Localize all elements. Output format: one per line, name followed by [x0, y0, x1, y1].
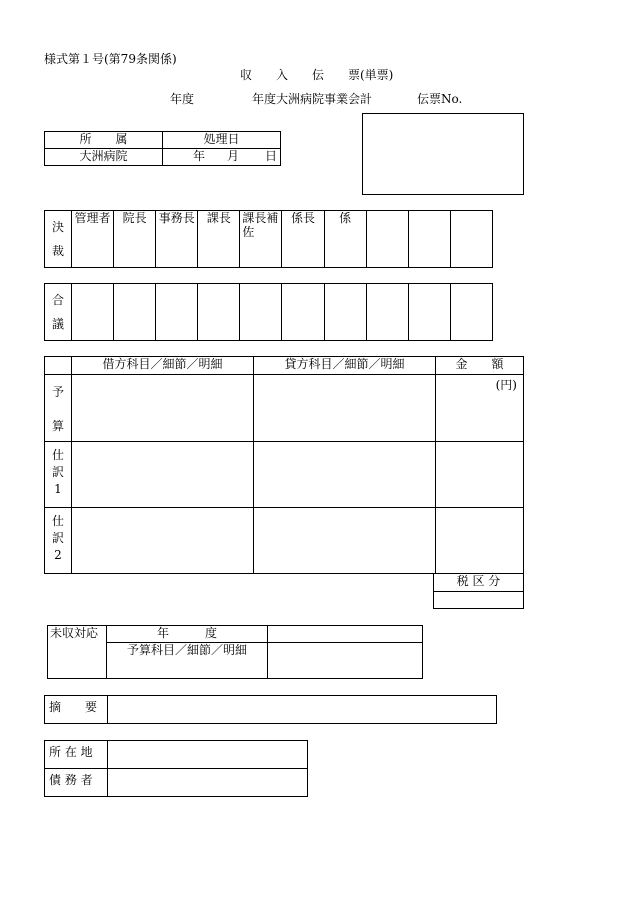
- consult-label-2: 議: [51, 317, 64, 331]
- consult-cell[interactable]: [156, 284, 198, 341]
- yen-label: (円): [495, 378, 517, 392]
- entry1-amount-cell[interactable]: [436, 442, 524, 508]
- journal-corner: [45, 357, 72, 375]
- date-day-label: 日: [265, 149, 278, 163]
- debtor-label: 債 務 者: [45, 769, 108, 797]
- approval-blank-cell[interactable]: [450, 211, 492, 268]
- role-cell-office-chief[interactable]: [156, 211, 198, 268]
- debit-header: 借方科目／細節／明細: [72, 357, 254, 375]
- address-label: 所 在 地: [45, 741, 108, 769]
- journal-table: [44, 356, 524, 574]
- summary-label: 摘 要: [45, 696, 108, 724]
- affiliation-header: 所 属: [45, 132, 163, 149]
- approval-blank-cell[interactable]: [408, 211, 450, 268]
- entry2-row-label: [45, 508, 72, 574]
- consult-cell[interactable]: [324, 284, 366, 341]
- role-label: 事務長: [158, 211, 195, 225]
- role-label: 係長: [291, 211, 316, 225]
- summary-table: [44, 695, 497, 724]
- unpaid-table: [47, 625, 423, 679]
- stamp-box: [362, 113, 524, 195]
- unpaid-year-label: 年 度: [107, 626, 268, 643]
- role-cell-section-chief[interactable]: [198, 211, 240, 268]
- unpaid-year-value[interactable]: [268, 626, 423, 643]
- approval-row-label: [45, 211, 72, 268]
- summary-field[interactable]: [108, 696, 497, 724]
- entry2-debit-cell[interactable]: [72, 508, 254, 574]
- role-cell-staff[interactable]: [324, 211, 366, 268]
- amount-header: 金 額: [436, 357, 524, 375]
- date-year-label: 年: [193, 149, 206, 163]
- row-label-char: 1: [54, 482, 62, 496]
- slip-no-label: 伝票No.: [417, 92, 463, 106]
- tax-label: 税 区 分: [434, 574, 524, 591]
- consult-cell[interactable]: [408, 284, 450, 341]
- entry1-row-label: [45, 442, 72, 508]
- budget-credit-cell[interactable]: [254, 375, 436, 442]
- tax-table: [433, 574, 524, 609]
- slip-title: 収 入 伝 票(単票): [240, 68, 394, 82]
- affiliation-value: 大洲病院: [45, 149, 163, 166]
- budget-debit-cell[interactable]: [72, 375, 254, 442]
- entry1-debit-cell[interactable]: [72, 442, 254, 508]
- row-label-char: 2: [54, 548, 62, 562]
- fiscal-label: 年度大洲病院事業会計: [252, 92, 373, 106]
- debtor-table: [44, 740, 308, 797]
- unpaid-budget-label: 予算科目／細節／明細: [107, 643, 268, 679]
- role-label: 管理者: [74, 211, 111, 225]
- consult-cell[interactable]: [114, 284, 156, 341]
- row-label-char: 算: [51, 419, 64, 433]
- entry2-amount-cell[interactable]: [436, 508, 524, 574]
- role-label: 係: [339, 211, 352, 225]
- consult-cell[interactable]: [72, 284, 114, 341]
- consult-row-label: [45, 284, 72, 341]
- process-date-field[interactable]: [163, 149, 281, 166]
- form-label: 様式第１号(第79条関係): [44, 52, 177, 66]
- consult-cell[interactable]: [366, 284, 408, 341]
- entry1-credit-cell[interactable]: [254, 442, 436, 508]
- approval-blank-cell[interactable]: [366, 211, 408, 268]
- unpaid-budget-value[interactable]: [268, 643, 423, 679]
- approval-table: [44, 210, 493, 268]
- role-cell-manager[interactable]: [72, 211, 114, 268]
- year-label: 年度: [170, 92, 195, 106]
- process-date-header: 処理日: [163, 132, 281, 149]
- consult-cell[interactable]: [198, 284, 240, 341]
- address-field[interactable]: [108, 741, 308, 769]
- budget-amount-cell[interactable]: [436, 375, 524, 442]
- role-label: 課長: [206, 211, 231, 225]
- date-month-label: 月: [227, 149, 240, 163]
- row-label-char: 仕: [51, 514, 64, 528]
- consult-table: [44, 283, 493, 341]
- role-label: 院長: [122, 211, 147, 225]
- row-label-char: 訳: [51, 531, 64, 545]
- tax-value-cell[interactable]: [434, 591, 524, 608]
- consult-cell[interactable]: [282, 284, 324, 341]
- consult-cell[interactable]: [450, 284, 492, 341]
- entry2-credit-cell[interactable]: [254, 508, 436, 574]
- role-cell-deputy-chief[interactable]: [240, 211, 282, 268]
- approval-label-2: 裁: [51, 244, 64, 258]
- unpaid-label: 未収対応: [48, 626, 107, 679]
- budget-row-label: [45, 375, 72, 442]
- debtor-field[interactable]: [108, 769, 308, 797]
- consult-cell[interactable]: [240, 284, 282, 341]
- role-cell-director[interactable]: [114, 211, 156, 268]
- role-label: 課長補佐: [242, 211, 279, 239]
- row-label-char: 予: [51, 385, 64, 399]
- role-cell-subsection-chief[interactable]: [282, 211, 324, 268]
- affiliation-table: [44, 131, 281, 166]
- row-label-char: 仕: [51, 448, 64, 462]
- approval-label-1: 決: [51, 220, 64, 234]
- credit-header: 貸方科目／細節／明細: [254, 357, 436, 375]
- consult-label-1: 合: [51, 293, 64, 307]
- row-label-char: 訳: [51, 465, 64, 479]
